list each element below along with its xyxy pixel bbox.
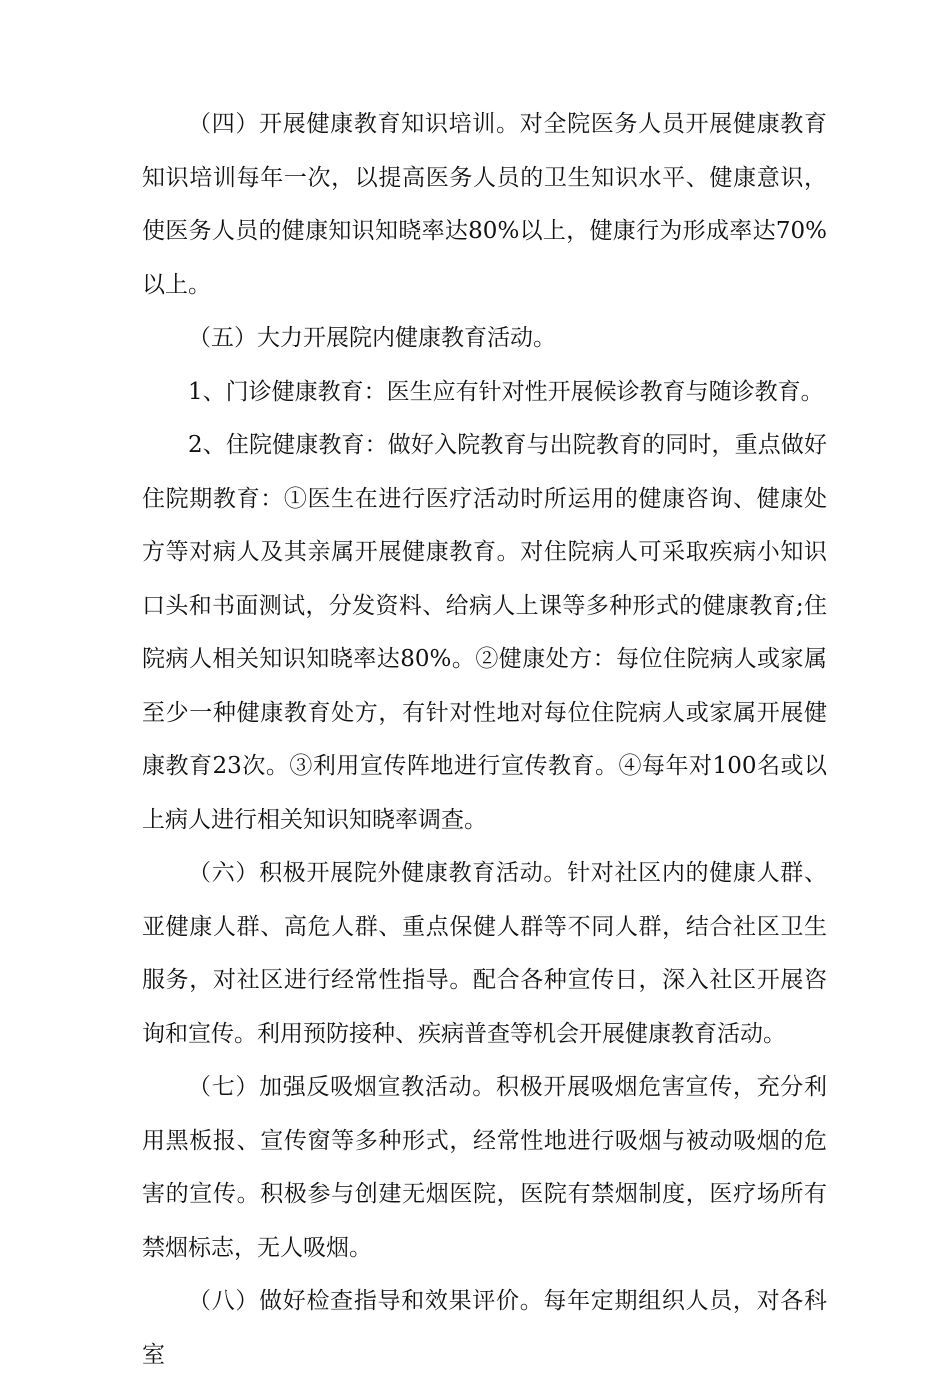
paragraph-section-seven: （七）加强反吸烟宣教活动。积极开展吸烟危害宣传，充分利用黑板报、宣传窗等多种形式，经常性地进行吸烟与被动吸烟的危害的宣传。积极参与创建无烟医院，医院有禁烟制度，医疗场所有禁烟标志，无人吸烟。 xyxy=(142,1074,827,1261)
paragraph-section-four: （四）开展健康教育知识培训。对全院医务人员开展健康教育知识培训每年一次，以提高医务人员的卫生知识水平、健康意识，使医务人员的健康知识知晓率达80%以上，健康行为形成率达70%以上。 xyxy=(142,111,827,298)
paragraph-section-five: （五）大力开展院内健康教育活动。 xyxy=(188,325,556,351)
document-body xyxy=(142,98,827,1382)
paragraph-inpatient-education: 2、住院健康教育：做好入院教育与出院教育的同时，重点做好住院期教育：①医生在进行医疗活动时所运用的健康咨询、健康处方等对病人及其亲属开展健康教育。对住院病人可采取疾病小知识口头和书面测试，分发资料、给病人上课等多种形式的健康教育;住院病人相关知识知晓率达80%。②健康处方：每位住院病人或家属至少一种健康教育处方，有针对性地对每位住院病人或家属开展健康教育23次。③利用宣传阵地进行宣传教育。④每年对100名或以上病人进行相关知识知晓率调查。 xyxy=(142,432,827,833)
paragraph-outpatient-education: 1、门诊健康教育：医生应有针对性开展候诊教育与随诊教育。 xyxy=(188,378,824,405)
paragraph-section-six: （六）积极开展院外健康教育活动。针对社区内的健康人群、亚健康人群、高危人群、重点保健人群等不同人群，结合社区卫生服务，对社区进行经常性指导。配合各种宣传日，深入社区开展咨询和宣传。利用预防接种、疾病普查等机会开展健康教育活动。 xyxy=(142,860,827,1047)
paragraph-section-eight: （八）做好检查指导和效果评价。每年定期组织人员，对各科室 xyxy=(142,1288,827,1368)
